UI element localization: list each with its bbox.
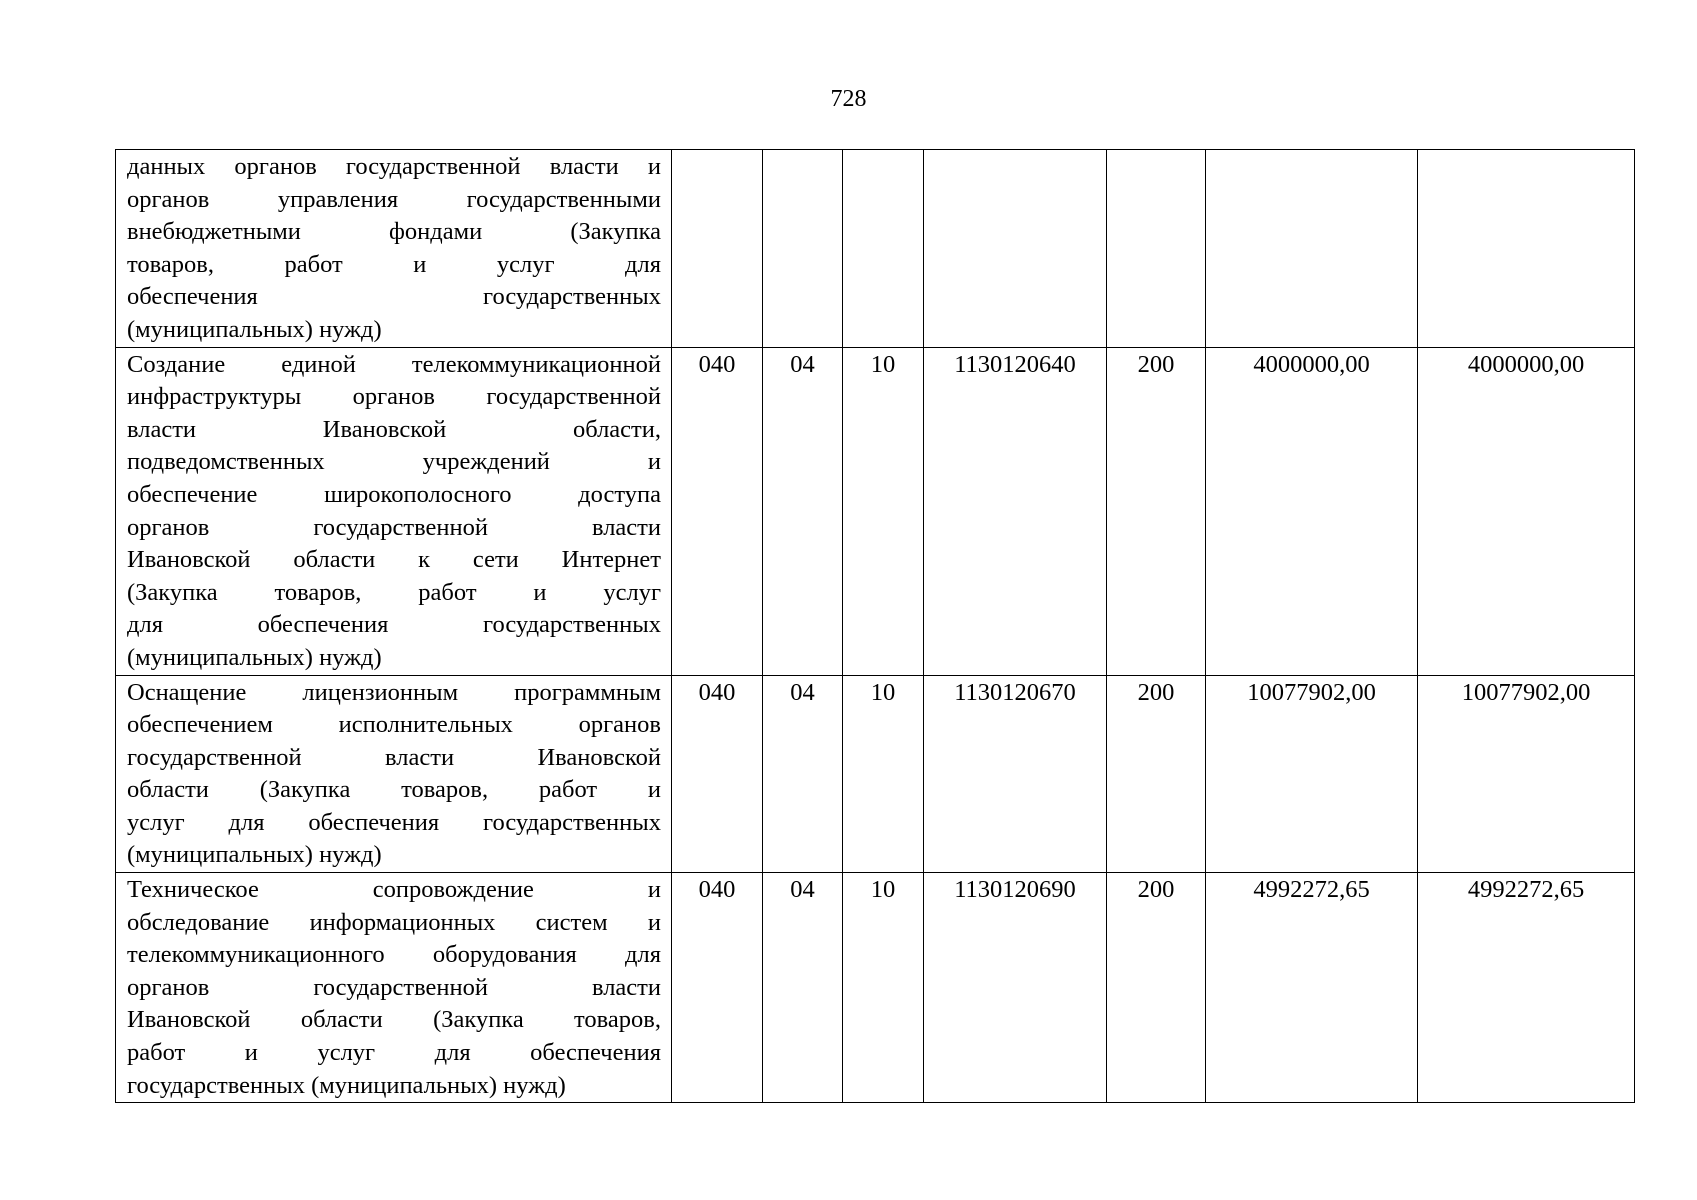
description-line: для обеспечения государственных [127,611,661,639]
page-number: 728 [830,86,867,112]
amount-year-2-cell [1418,150,1635,348]
description-line: (муниципальных) нужд) [127,315,382,343]
target-item-code-cell: 1130120670 [924,675,1107,873]
amount-year-2-cell: 4992272,65 [1418,873,1635,1103]
description-line: данных органов государственной власти и [127,153,661,180]
description-line: государственной власти Ивановской [127,743,661,771]
expense-type-code-cell: 200 [1107,347,1206,675]
row-description [116,873,672,1103]
ministry-code-cell [672,150,763,348]
ministry-code-cell: 040 [672,675,763,873]
section-code-cell: 04 [763,347,843,675]
amount-year-2-cell: 10077902,00 [1418,675,1635,873]
row-description [116,347,672,675]
description-line: обеспечение широкополосного доступа [127,480,661,508]
description-line: государственных (муниципальных) нужд) [127,1071,566,1099]
section-code-cell: 04 [763,675,843,873]
description-line: Оснащение лицензионным программным [127,678,661,706]
target-item-code-cell: 1130120640 [924,347,1107,675]
description-line: области (Закупка товаров, работ и [127,776,661,804]
amount-year-2-cell: 4000000,00 [1418,347,1635,675]
description-line: инфраструктуры органов государственной [127,383,661,411]
description-line: обеспечения государственных [127,283,661,311]
description-line: услуг для обеспечения государственных [127,808,661,836]
subsection-code-cell [843,150,924,348]
amount-year-1-cell [1206,150,1418,348]
description-line: телекоммуникационного оборудования для [127,941,661,969]
table-row [116,873,1635,1103]
expense-type-code-cell: 200 [1107,873,1206,1103]
row-description [116,150,672,348]
row-description [116,675,672,873]
description-line: подведомственных учреждений и [127,448,661,476]
description-line: (муниципальных) нужд) [127,841,382,869]
description-line: власти Ивановской области, [127,415,661,443]
description-line: Ивановской области (Закупка товаров, [127,1006,661,1034]
subsection-code-cell: 10 [843,347,924,675]
subsection-code-cell: 10 [843,675,924,873]
description-line: (Закупка товаров, работ и услуг [127,578,661,606]
section-code-cell [763,150,843,348]
amount-year-1-cell: 4992272,65 [1206,873,1418,1103]
description-line: внебюджетными фондами (Закупка [127,218,661,246]
target-item-code-cell [924,150,1107,348]
ministry-code-cell: 040 [672,347,763,675]
table-row [116,347,1635,675]
description-line: Техническое сопровождение и [127,876,661,904]
budget-table [115,149,1635,1103]
description-line: Создание единой телекоммуникационной [127,350,661,378]
amount-year-1-cell: 10077902,00 [1206,675,1418,873]
description-line: Ивановской области к сети Интернет [127,546,661,574]
description-line: органов государственной власти [127,513,661,541]
description-line: обеспечением исполнительных органов [127,711,661,739]
amount-year-1-cell: 4000000,00 [1206,347,1418,675]
description-line: работ и услуг для обеспечения [127,1039,661,1067]
description-line: обследование информационных систем и [127,908,661,936]
description-line: товаров, работ и услуг для [127,250,661,278]
expense-type-code-cell: 200 [1107,675,1206,873]
description-line: органов управления государственными [127,185,661,213]
subsection-code-cell: 10 [843,873,924,1103]
section-code-cell: 04 [763,873,843,1103]
ministry-code-cell: 040 [672,873,763,1103]
table-row [116,675,1635,873]
description-line: органов государственной власти [127,973,661,1001]
expense-type-code-cell [1107,150,1206,348]
description-line: (муниципальных) нужд) [127,643,382,671]
table-body [116,150,1635,1103]
target-item-code-cell: 1130120690 [924,873,1107,1103]
table-row [116,150,1635,348]
